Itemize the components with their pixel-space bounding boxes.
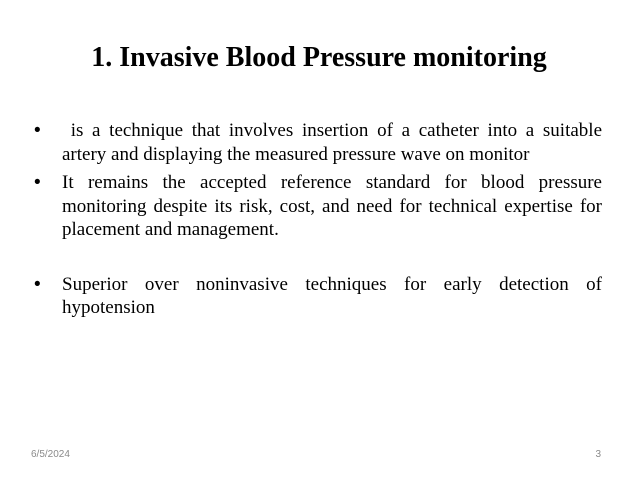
slide-title: 1. Invasive Blood Pressure monitoring [91,42,547,73]
bullet-list [34,119,607,320]
footer-date: 6/5/2024 [31,449,70,460]
bullet-text: is a technique that involves insertion of a catheter into a suitable artery and displaying the measured pressure wave on monitor [62,120,607,165]
bullet-icon: • [34,273,41,295]
bullet-text: It remains the accepted reference standard for blood pressure monitoring despite its risk, cost, and need for technical expertise for placement and management. [62,172,602,240]
bullet-item-technique [34,119,607,166]
page-number: 3 [595,449,601,460]
bullet-icon: • [34,120,41,141]
bullet-item-superior [34,273,602,320]
bullet-icon: • [34,172,41,193]
bullet-item-reference-standard [34,171,602,242]
bullet-text: Superior over noninvasive techniques for early detection of hypotension [62,273,602,318]
